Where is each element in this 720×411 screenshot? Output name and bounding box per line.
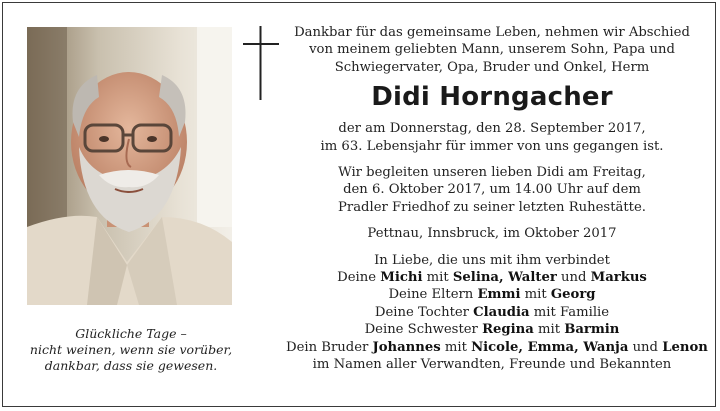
memorial-quote bbox=[22, 326, 240, 374]
quote-line: nicht weinen, wenn sie vorüber, bbox=[29, 342, 233, 357]
cross-icon bbox=[243, 26, 279, 100]
notice-text bbox=[286, 24, 708, 374]
mourner-wife: Deine Michi mit Selina, Walter und Markus bbox=[337, 270, 647, 286]
death-line: im 63. Lebensjahr für immer von uns gegangen ist. bbox=[320, 138, 664, 154]
funeral-line: den 6. Oktober 2017, um 14.00 Uhr auf dem bbox=[343, 182, 641, 198]
portrait-photo bbox=[27, 27, 232, 305]
quote-line: dankbar, dass sie gewesen. bbox=[44, 358, 218, 373]
place-date: Pettnau, Innsbruck, im Oktober 2017 bbox=[367, 226, 617, 242]
quote-line: Glückliche Tage – bbox=[75, 326, 187, 341]
intro-line: von meinem geliebten Mann, unserem Sohn, Papa und bbox=[309, 42, 675, 58]
intro-line: Schwiegervater, Opa, Bruder und Onkel, Herm bbox=[334, 59, 650, 75]
funeral-line: Wir begleiten unseren lieben Didi am Freitag, bbox=[338, 165, 646, 181]
love-line: In Liebe, die uns mit ihm verbindet bbox=[374, 252, 610, 268]
mourner-parents: Deine Eltern Emmi mit Georg bbox=[388, 287, 596, 303]
mourner-closing: im Namen aller Verwandten, Freunde und Bekannten bbox=[312, 357, 672, 373]
deceased-name: Didi Horngacher bbox=[371, 82, 613, 113]
intro-line: Dankbar für das gemeinsame Leben, nehmen wir Abschied bbox=[294, 25, 690, 40]
funeral-line: Pradler Friedhof zu seiner letzten Ruhestätte. bbox=[338, 199, 646, 215]
death-line: der am Donnerstag, den 28. September 2017, bbox=[338, 121, 646, 137]
mourner-brother: Dein Bruder Johannes mit Nicole, Emma, Wanja und Lenon bbox=[286, 339, 708, 355]
mourner-sister: Deine Schwester Regina mit Barmin bbox=[364, 322, 620, 338]
mourner-daughter: Deine Tochter Claudia mit Familie bbox=[374, 304, 610, 320]
